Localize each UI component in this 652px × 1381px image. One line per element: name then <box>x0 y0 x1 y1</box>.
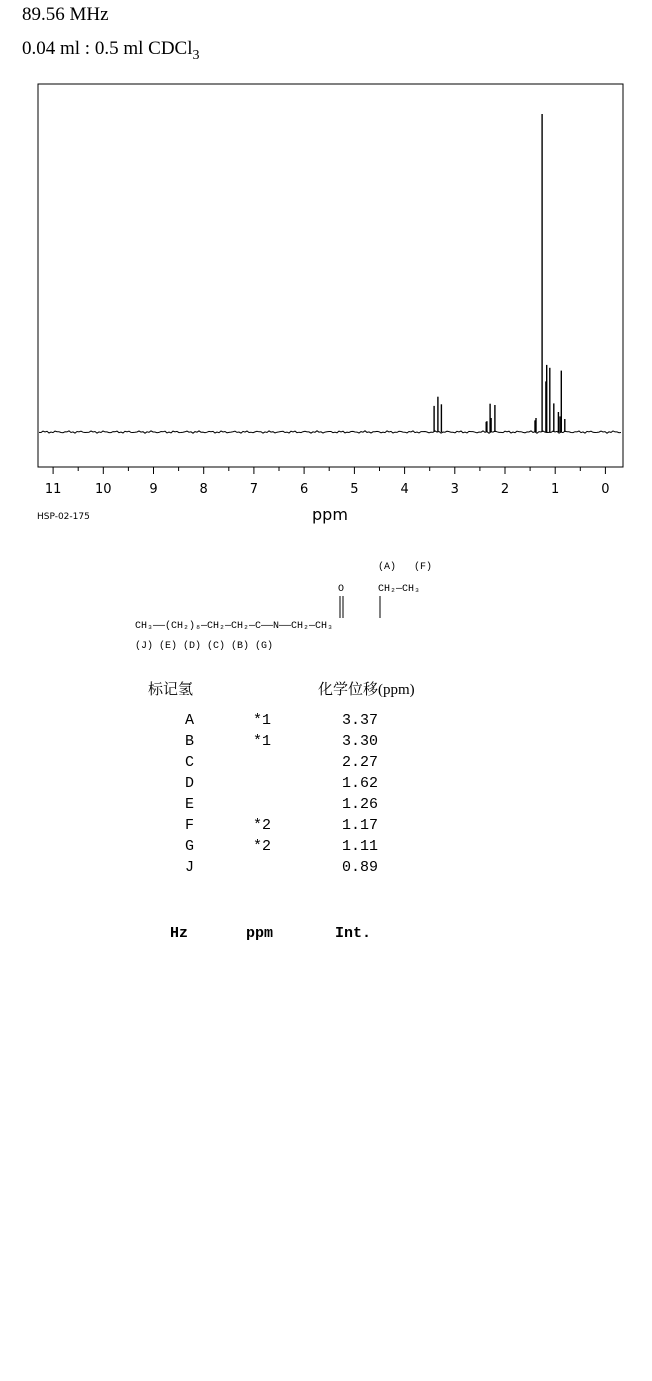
assignment-label: C <box>185 754 195 771</box>
top-ethyl-chain: CH₂—CH₃ <box>378 584 421 595</box>
peak-header-int: Int. <box>335 925 372 942</box>
assignment-shift: 1.26 <box>342 796 379 813</box>
assignment-shift: 1.17 <box>342 817 379 834</box>
spectrum-code: HSP-02-175 <box>37 512 90 522</box>
assignment-header-label: 标记氢 <box>148 682 194 698</box>
assignment-shift: 3.37 <box>342 712 379 729</box>
assignment-label: A <box>185 712 195 729</box>
x-tick-label: 7 <box>249 482 259 497</box>
x-tick-label: 4 <box>400 482 409 497</box>
label-F: (F) <box>414 562 433 573</box>
x-tick-label: 11 <box>44 482 62 497</box>
x-tick-label: 5 <box>350 482 359 497</box>
assignment-label: D <box>185 775 195 792</box>
peak-header-ppm: ppm <box>246 925 274 942</box>
assignment-shift: 1.62 <box>342 775 379 792</box>
x-tick-label: 3 <box>450 482 459 497</box>
sample-description <box>22 38 200 64</box>
x-tick-label: 6 <box>299 482 309 497</box>
assignment-shift: 3.30 <box>342 733 379 750</box>
x-tick-label: 10 <box>95 482 112 497</box>
assignment-note: *1 <box>253 733 272 750</box>
assignment-note: *1 <box>253 712 272 729</box>
x-tick-label: 2 <box>500 482 510 497</box>
assignment-label: E <box>185 796 195 813</box>
main-chain: CH₃——(CH₂)₈—CH₂—CH₂—C——N——CH₂—CH₃ <box>135 621 334 632</box>
assignment-label: F <box>185 817 195 834</box>
assignment-label: B <box>185 733 195 750</box>
assignment-note: *2 <box>253 838 272 855</box>
molecular-structure <box>128 556 488 656</box>
x-tick-label: 0 <box>601 482 610 497</box>
x-tick-label: 9 <box>149 482 158 497</box>
x-tick-label: 8 <box>199 482 208 497</box>
spectrometer-frequency: 89.56 MHz <box>22 4 109 25</box>
sample-subscript: 3 <box>192 47 200 63</box>
sample-text: 0.04 ml : 0.5 ml CDCl <box>22 38 193 59</box>
x-tick-label: 1 <box>551 482 560 497</box>
plot-frame <box>38 84 623 467</box>
peak-lines <box>434 114 565 432</box>
assignment-label: J <box>185 859 195 876</box>
x-axis-label: ppm <box>312 505 348 524</box>
carbonyl-oxygen: O <box>338 584 345 595</box>
x-axis <box>45 467 610 497</box>
spectrum-trace <box>39 431 621 433</box>
assignment-note: *2 <box>253 817 272 834</box>
assignment-shift: 1.11 <box>342 838 379 855</box>
assignment-header-shift: 化学位移(ppm) <box>318 682 415 698</box>
peak-header-hz: Hz <box>170 925 189 942</box>
assignment-shift: 2.27 <box>342 754 379 771</box>
assignment-label: G <box>185 838 195 855</box>
assignment-shift: 0.89 <box>342 859 379 876</box>
label-A: (A) <box>378 562 397 573</box>
nmr-spectrum-chart <box>0 70 652 510</box>
group-labels: (J) (E) (D) (C) (B) (G) <box>135 641 274 652</box>
